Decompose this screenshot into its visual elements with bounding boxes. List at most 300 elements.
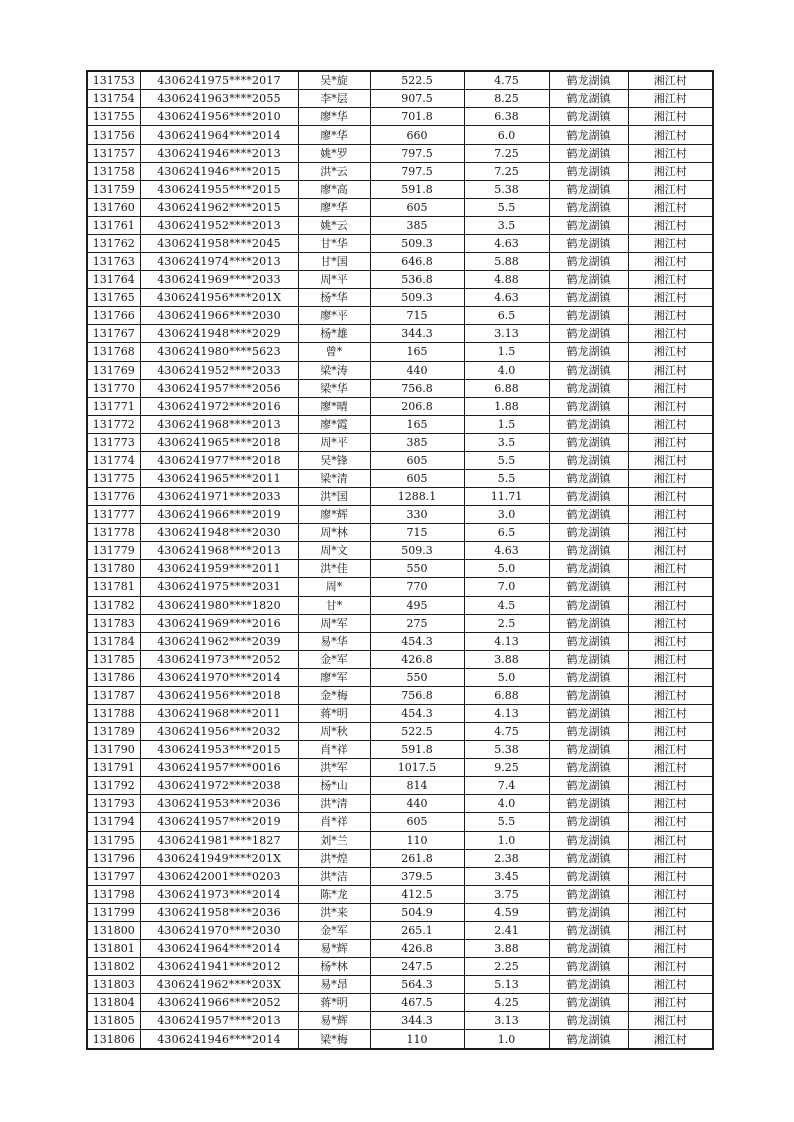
cell-village: 湘江村 <box>628 578 713 596</box>
cell-village: 湘江村 <box>628 234 713 252</box>
cell-id: 4306241958****2036 <box>140 903 298 921</box>
cell-village: 湘江村 <box>628 451 713 469</box>
cell-id: 4306241948****2030 <box>140 524 298 542</box>
table-row <box>87 813 713 831</box>
cell-name: 蒋*明 <box>298 704 370 722</box>
cell-amount: 550 <box>370 668 464 686</box>
cell-area: 4.0 <box>464 795 549 813</box>
cell-area: 1.0 <box>464 1030 549 1049</box>
table-row <box>87 596 713 614</box>
cell-id: 4306241969****2016 <box>140 614 298 632</box>
cell-amount: 605 <box>370 451 464 469</box>
cell-serial: 131756 <box>87 126 140 144</box>
cell-name: 周*秋 <box>298 723 370 741</box>
cell-area: 1.5 <box>464 415 549 433</box>
cell-serial: 131788 <box>87 704 140 722</box>
cell-amount: 1017.5 <box>370 759 464 777</box>
cell-id: 4306241955****2015 <box>140 180 298 198</box>
cell-amount: 715 <box>370 307 464 325</box>
cell-town: 鹤龙湖镇 <box>549 578 628 596</box>
cell-amount: 509.3 <box>370 234 464 252</box>
cell-amount: 165 <box>370 343 464 361</box>
cell-area: 7.25 <box>464 162 549 180</box>
cell-name: 洪*煌 <box>298 849 370 867</box>
cell-area: 1.5 <box>464 343 549 361</box>
cell-area: 3.13 <box>464 325 549 343</box>
cell-name: 周*平 <box>298 271 370 289</box>
cell-id: 4306241977****2018 <box>140 451 298 469</box>
table-row <box>87 397 713 415</box>
cell-area: 1.88 <box>464 397 549 415</box>
cell-village: 湘江村 <box>628 433 713 451</box>
table-row <box>87 379 713 397</box>
cell-town: 鹤龙湖镇 <box>549 361 628 379</box>
cell-name: 曾* <box>298 343 370 361</box>
cell-town: 鹤龙湖镇 <box>549 289 628 307</box>
cell-amount: 660 <box>370 126 464 144</box>
cell-name: 金*军 <box>298 650 370 668</box>
cell-village: 湘江村 <box>628 849 713 867</box>
cell-name: 易*辉 <box>298 940 370 958</box>
cell-area: 2.5 <box>464 614 549 632</box>
table-row <box>87 614 713 632</box>
cell-area: 3.45 <box>464 867 549 885</box>
cell-name: 洪*清 <box>298 795 370 813</box>
cell-area: 4.59 <box>464 903 549 921</box>
cell-amount: 509.3 <box>370 289 464 307</box>
cell-id: 4306241956****2010 <box>140 108 298 126</box>
cell-area: 2.38 <box>464 849 549 867</box>
cell-id: 4306241949****201X <box>140 849 298 867</box>
cell-town: 鹤龙湖镇 <box>549 560 628 578</box>
cell-name: 周*军 <box>298 614 370 632</box>
cell-id: 4306241963****2055 <box>140 90 298 108</box>
cell-amount: 247.5 <box>370 958 464 976</box>
cell-area: 3.5 <box>464 433 549 451</box>
cell-name: 廖*高 <box>298 180 370 198</box>
cell-amount: 605 <box>370 198 464 216</box>
cell-town: 鹤龙湖镇 <box>549 198 628 216</box>
cell-id: 4306242001****0203 <box>140 867 298 885</box>
table-row <box>87 578 713 596</box>
table-row <box>87 144 713 162</box>
cell-id: 4306241956****201X <box>140 289 298 307</box>
cell-town: 鹤龙湖镇 <box>549 849 628 867</box>
cell-area: 9.25 <box>464 759 549 777</box>
cell-area: 5.13 <box>464 976 549 994</box>
cell-amount: 797.5 <box>370 162 464 180</box>
cell-id: 4306241946****2014 <box>140 1030 298 1049</box>
cell-town: 鹤龙湖镇 <box>549 795 628 813</box>
cell-name: 廖*平 <box>298 307 370 325</box>
cell-id: 4306241981****1827 <box>140 831 298 849</box>
cell-village: 湘江村 <box>628 723 713 741</box>
cell-id: 4306241980****5623 <box>140 343 298 361</box>
cell-name: 蒋*明 <box>298 994 370 1012</box>
cell-serial: 131780 <box>87 560 140 578</box>
cell-amount: 701.8 <box>370 108 464 126</box>
table-row <box>87 1012 713 1030</box>
table-row <box>87 723 713 741</box>
cell-village: 湘江村 <box>628 108 713 126</box>
cell-area: 3.88 <box>464 940 549 958</box>
cell-area: 7.0 <box>464 578 549 596</box>
table-row <box>87 885 713 903</box>
cell-area: 4.63 <box>464 542 549 560</box>
table-row <box>87 560 713 578</box>
cell-village: 湘江村 <box>628 144 713 162</box>
cell-name: 洪*洁 <box>298 867 370 885</box>
cell-name: 肖*祥 <box>298 813 370 831</box>
cell-name: 周*平 <box>298 433 370 451</box>
cell-village: 湘江村 <box>628 759 713 777</box>
cell-area: 5.5 <box>464 198 549 216</box>
cell-area: 2.25 <box>464 958 549 976</box>
cell-serial: 131754 <box>87 90 140 108</box>
cell-serial: 131773 <box>87 433 140 451</box>
cell-id: 4306241965****2018 <box>140 433 298 451</box>
cell-area: 4.5 <box>464 596 549 614</box>
cell-name: 周*文 <box>298 542 370 560</box>
cell-amount: 536.8 <box>370 271 464 289</box>
cell-town: 鹤龙湖镇 <box>549 506 628 524</box>
cell-amount: 907.5 <box>370 90 464 108</box>
cell-town: 鹤龙湖镇 <box>549 596 628 614</box>
cell-village: 湘江村 <box>628 343 713 361</box>
cell-name: 洪*军 <box>298 759 370 777</box>
cell-town: 鹤龙湖镇 <box>549 1012 628 1030</box>
table-row <box>87 686 713 704</box>
table-row <box>87 795 713 813</box>
cell-area: 4.88 <box>464 271 549 289</box>
cell-village: 湘江村 <box>628 216 713 234</box>
cell-name: 周*林 <box>298 524 370 542</box>
cell-serial: 131786 <box>87 668 140 686</box>
cell-town: 鹤龙湖镇 <box>549 542 628 560</box>
cell-id: 4306241972****2038 <box>140 777 298 795</box>
cell-name: 刘*兰 <box>298 831 370 849</box>
cell-name: 梁*华 <box>298 379 370 397</box>
cell-town: 鹤龙湖镇 <box>549 686 628 704</box>
cell-village: 湘江村 <box>628 668 713 686</box>
cell-serial: 131768 <box>87 343 140 361</box>
table-row <box>87 741 713 759</box>
cell-area: 8.25 <box>464 90 549 108</box>
cell-id: 4306241980****1820 <box>140 596 298 614</box>
table-row <box>87 632 713 650</box>
cell-town: 鹤龙湖镇 <box>549 867 628 885</box>
cell-town: 鹤龙湖镇 <box>549 108 628 126</box>
cell-serial: 131778 <box>87 524 140 542</box>
cell-id: 4306241966****2030 <box>140 307 298 325</box>
cell-town: 鹤龙湖镇 <box>549 940 628 958</box>
cell-serial: 131761 <box>87 216 140 234</box>
cell-village: 湘江村 <box>628 180 713 198</box>
cell-name: 杨*山 <box>298 777 370 795</box>
cell-name: 廖*军 <box>298 668 370 686</box>
cell-amount: 454.3 <box>370 704 464 722</box>
cell-amount: 495 <box>370 596 464 614</box>
cell-id: 4306241969****2033 <box>140 271 298 289</box>
table-row <box>87 976 713 994</box>
cell-id: 4306241948****2029 <box>140 325 298 343</box>
cell-town: 鹤龙湖镇 <box>549 253 628 271</box>
cell-amount: 564.3 <box>370 976 464 994</box>
cell-area: 11.71 <box>464 488 549 506</box>
cell-amount: 550 <box>370 560 464 578</box>
cell-town: 鹤龙湖镇 <box>549 668 628 686</box>
cell-village: 湘江村 <box>628 162 713 180</box>
cell-town: 鹤龙湖镇 <box>549 415 628 433</box>
cell-name: 梁*梅 <box>298 1030 370 1049</box>
cell-town: 鹤龙湖镇 <box>549 831 628 849</box>
cell-amount: 756.8 <box>370 379 464 397</box>
table-row <box>87 415 713 433</box>
cell-town: 鹤龙湖镇 <box>549 90 628 108</box>
cell-village: 湘江村 <box>628 271 713 289</box>
cell-area: 4.75 <box>464 71 549 90</box>
cell-serial: 131767 <box>87 325 140 343</box>
cell-serial: 131770 <box>87 379 140 397</box>
cell-area: 6.38 <box>464 108 549 126</box>
cell-town: 鹤龙湖镇 <box>549 307 628 325</box>
table-row <box>87 469 713 487</box>
cell-town: 鹤龙湖镇 <box>549 759 628 777</box>
cell-village: 湘江村 <box>628 867 713 885</box>
table-row <box>87 940 713 958</box>
table-row <box>87 162 713 180</box>
cell-area: 3.5 <box>464 216 549 234</box>
cell-id: 4306241968****2013 <box>140 542 298 560</box>
cell-serial: 131777 <box>87 506 140 524</box>
cell-id: 4306241952****2013 <box>140 216 298 234</box>
table-row <box>87 488 713 506</box>
cell-serial: 131762 <box>87 234 140 252</box>
table-row <box>87 307 713 325</box>
cell-id: 4306241952****2033 <box>140 361 298 379</box>
table-row <box>87 921 713 939</box>
cell-town: 鹤龙湖镇 <box>549 126 628 144</box>
cell-village: 湘江村 <box>628 686 713 704</box>
cell-village: 湘江村 <box>628 524 713 542</box>
table-row <box>87 506 713 524</box>
cell-amount: 344.3 <box>370 325 464 343</box>
cell-serial: 131763 <box>87 253 140 271</box>
table-row <box>87 451 713 469</box>
cell-area: 4.13 <box>464 704 549 722</box>
cell-area: 5.38 <box>464 180 549 198</box>
cell-village: 湘江村 <box>628 704 713 722</box>
table-row <box>87 524 713 542</box>
cell-town: 鹤龙湖镇 <box>549 650 628 668</box>
table-row <box>87 831 713 849</box>
cell-serial: 131794 <box>87 813 140 831</box>
table-row <box>87 849 713 867</box>
cell-area: 3.75 <box>464 885 549 903</box>
cell-id: 4306241953****2036 <box>140 795 298 813</box>
cell-id: 4306241957****0016 <box>140 759 298 777</box>
cell-area: 5.88 <box>464 253 549 271</box>
cell-amount: 330 <box>370 506 464 524</box>
cell-name: 梁*涛 <box>298 361 370 379</box>
cell-village: 湘江村 <box>628 741 713 759</box>
cell-serial: 131796 <box>87 849 140 867</box>
cell-village: 湘江村 <box>628 469 713 487</box>
cell-id: 4306241970****2014 <box>140 668 298 686</box>
table-row <box>87 325 713 343</box>
cell-area: 4.0 <box>464 361 549 379</box>
cell-serial: 131793 <box>87 795 140 813</box>
cell-village: 湘江村 <box>628 415 713 433</box>
cell-id: 4306241973****2014 <box>140 885 298 903</box>
cell-area: 5.5 <box>464 813 549 831</box>
cell-amount: 605 <box>370 813 464 831</box>
table-row <box>87 271 713 289</box>
cell-name: 吴*旋 <box>298 71 370 90</box>
cell-area: 4.75 <box>464 723 549 741</box>
cell-id: 4306241957****2013 <box>140 1012 298 1030</box>
cell-area: 1.0 <box>464 831 549 849</box>
cell-amount: 591.8 <box>370 741 464 759</box>
cell-id: 4306241968****2013 <box>140 415 298 433</box>
cell-name: 甘* <box>298 596 370 614</box>
cell-area: 6.88 <box>464 379 549 397</box>
cell-serial: 131753 <box>87 71 140 90</box>
cell-amount: 385 <box>370 216 464 234</box>
cell-name: 易*华 <box>298 632 370 650</box>
cell-amount: 509.3 <box>370 542 464 560</box>
cell-area: 5.0 <box>464 560 549 578</box>
cell-serial: 131798 <box>87 885 140 903</box>
cell-village: 湘江村 <box>628 596 713 614</box>
cell-town: 鹤龙湖镇 <box>549 216 628 234</box>
cell-id: 4306241965****2011 <box>140 469 298 487</box>
cell-area: 3.88 <box>464 650 549 668</box>
cell-serial: 131787 <box>87 686 140 704</box>
cell-village: 湘江村 <box>628 1012 713 1030</box>
cell-id: 4306241959****2011 <box>140 560 298 578</box>
cell-village: 湘江村 <box>628 632 713 650</box>
cell-amount: 467.5 <box>370 994 464 1012</box>
cell-id: 4306241972****2016 <box>140 397 298 415</box>
cell-area: 4.63 <box>464 234 549 252</box>
cell-name: 甘*国 <box>298 253 370 271</box>
cell-village: 湘江村 <box>628 71 713 90</box>
cell-name: 洪*国 <box>298 488 370 506</box>
cell-town: 鹤龙湖镇 <box>549 741 628 759</box>
cell-name: 洪*佳 <box>298 560 370 578</box>
cell-serial: 131772 <box>87 415 140 433</box>
cell-name: 梁*清 <box>298 469 370 487</box>
cell-village: 湘江村 <box>628 325 713 343</box>
cell-name: 金*军 <box>298 921 370 939</box>
cell-amount: 1288.1 <box>370 488 464 506</box>
cell-name: 杨*雄 <box>298 325 370 343</box>
cell-serial: 131782 <box>87 596 140 614</box>
cell-serial: 131760 <box>87 198 140 216</box>
cell-area: 6.0 <box>464 126 549 144</box>
cell-amount: 110 <box>370 1030 464 1049</box>
cell-town: 鹤龙湖镇 <box>549 488 628 506</box>
cell-id: 4306241974****2013 <box>140 253 298 271</box>
cell-amount: 261.8 <box>370 849 464 867</box>
cell-serial: 131771 <box>87 397 140 415</box>
table-row <box>87 108 713 126</box>
cell-serial: 131775 <box>87 469 140 487</box>
cell-amount: 265.1 <box>370 921 464 939</box>
cell-village: 湘江村 <box>628 940 713 958</box>
cell-id: 4306241966****2052 <box>140 994 298 1012</box>
data-table <box>86 70 714 1050</box>
cell-serial: 131795 <box>87 831 140 849</box>
cell-id: 4306241966****2019 <box>140 506 298 524</box>
cell-amount: 165 <box>370 415 464 433</box>
cell-village: 湘江村 <box>628 831 713 849</box>
cell-amount: 770 <box>370 578 464 596</box>
cell-amount: 110 <box>370 831 464 849</box>
table-row <box>87 343 713 361</box>
cell-town: 鹤龙湖镇 <box>549 234 628 252</box>
cell-amount: 426.8 <box>370 940 464 958</box>
cell-area: 3.0 <box>464 506 549 524</box>
cell-area: 4.13 <box>464 632 549 650</box>
cell-name: 陈*龙 <box>298 885 370 903</box>
table-row <box>87 867 713 885</box>
table-row <box>87 1030 713 1049</box>
cell-name: 洪*云 <box>298 162 370 180</box>
cell-serial: 131755 <box>87 108 140 126</box>
table-row <box>87 958 713 976</box>
table-row <box>87 994 713 1012</box>
cell-amount: 522.5 <box>370 71 464 90</box>
cell-area: 5.5 <box>464 451 549 469</box>
cell-village: 湘江村 <box>628 976 713 994</box>
cell-name: 易*昂 <box>298 976 370 994</box>
cell-serial: 131790 <box>87 741 140 759</box>
cell-id: 4306241962****203X <box>140 976 298 994</box>
cell-village: 湘江村 <box>628 90 713 108</box>
cell-name: 吴*锋 <box>298 451 370 469</box>
cell-name: 廖*华 <box>298 126 370 144</box>
cell-town: 鹤龙湖镇 <box>549 271 628 289</box>
table-row <box>87 668 713 686</box>
cell-amount: 814 <box>370 777 464 795</box>
table-row <box>87 216 713 234</box>
cell-village: 湘江村 <box>628 885 713 903</box>
cell-amount: 522.5 <box>370 723 464 741</box>
cell-name: 廖*辉 <box>298 506 370 524</box>
cell-village: 湘江村 <box>628 921 713 939</box>
cell-town: 鹤龙湖镇 <box>549 397 628 415</box>
table-row <box>87 126 713 144</box>
cell-serial: 131784 <box>87 632 140 650</box>
cell-name: 洪*来 <box>298 903 370 921</box>
cell-town: 鹤龙湖镇 <box>549 885 628 903</box>
cell-town: 鹤龙湖镇 <box>549 379 628 397</box>
cell-village: 湘江村 <box>628 126 713 144</box>
cell-name: 金*梅 <box>298 686 370 704</box>
cell-amount: 504.9 <box>370 903 464 921</box>
cell-amount: 275 <box>370 614 464 632</box>
table-row <box>87 71 713 90</box>
cell-id: 4306241964****2014 <box>140 940 298 958</box>
cell-id: 4306241941****2012 <box>140 958 298 976</box>
cell-serial: 131764 <box>87 271 140 289</box>
cell-village: 湘江村 <box>628 488 713 506</box>
cell-area: 4.25 <box>464 994 549 1012</box>
cell-id: 4306241957****2056 <box>140 379 298 397</box>
cell-name: 廖*晴 <box>298 397 370 415</box>
